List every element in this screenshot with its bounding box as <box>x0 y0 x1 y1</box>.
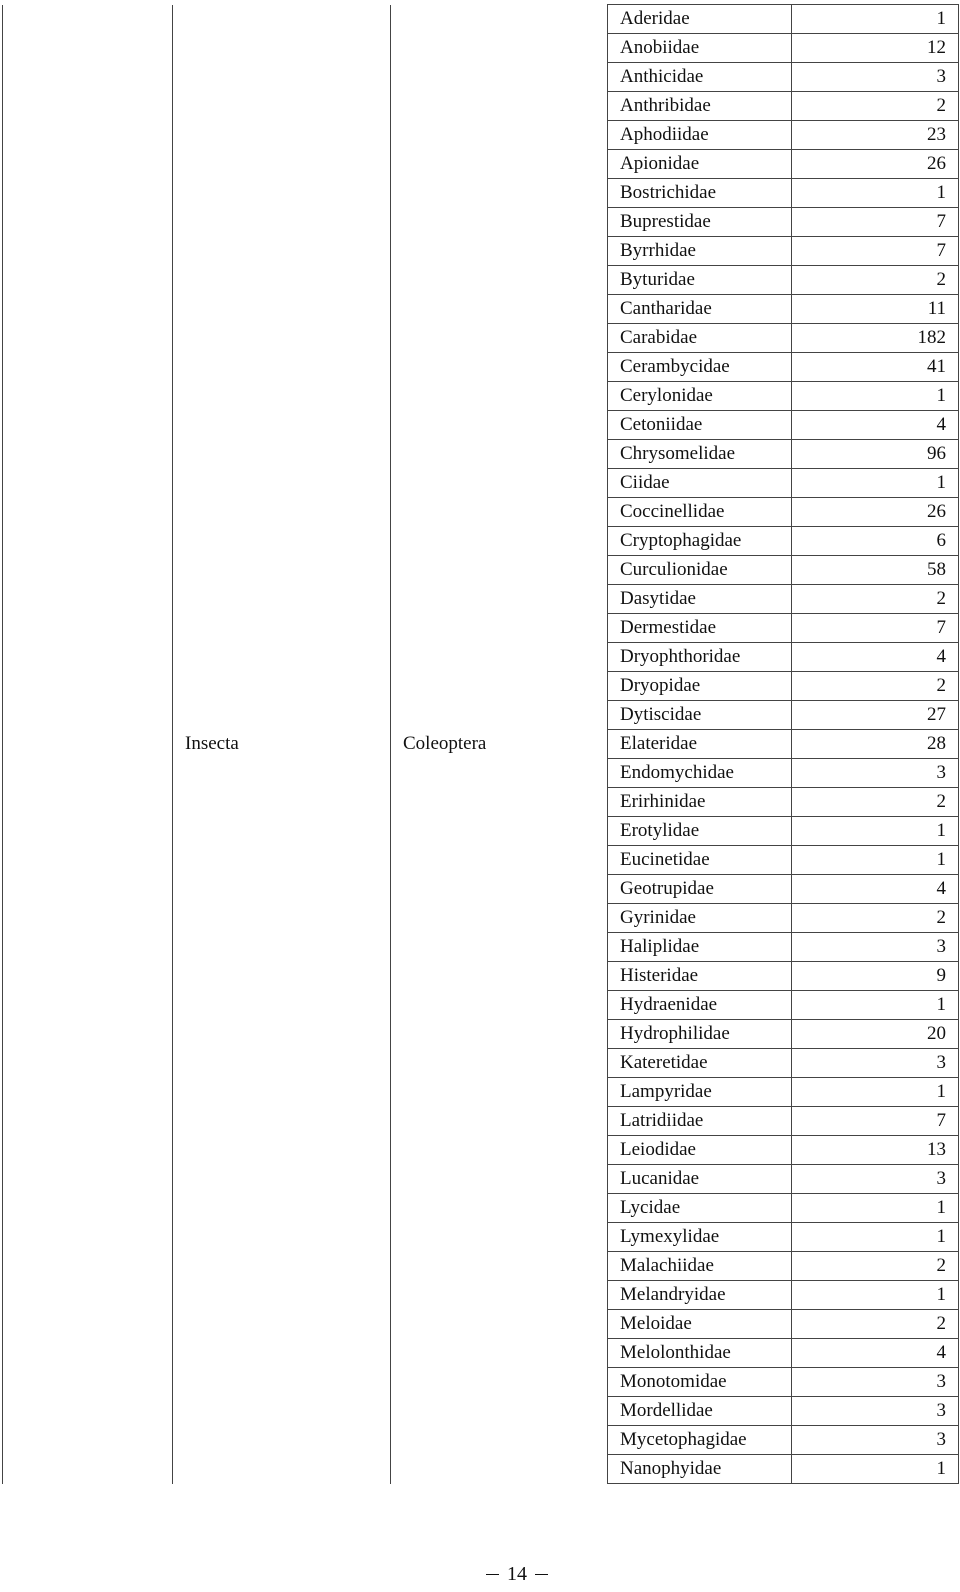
count-cell: 3 <box>792 1397 959 1426</box>
family-cell: Byrrhidae <box>608 237 792 266</box>
taxa-table-body <box>3 5 959 1484</box>
count-cell: 9 <box>792 962 959 991</box>
count-cell: 26 <box>792 498 959 527</box>
family-cell: Byturidae <box>608 266 792 295</box>
count-cell: 41 <box>792 353 959 382</box>
family-cell: Lampyridae <box>608 1078 792 1107</box>
family-cell: Carabidae <box>608 324 792 353</box>
page-number: 14 <box>507 1562 527 1585</box>
family-cell: Lycidae <box>608 1194 792 1223</box>
family-cell: Anobiidae <box>608 34 792 63</box>
count-cell: 2 <box>792 1310 959 1339</box>
count-cell: 2 <box>792 585 959 614</box>
blank-left-column <box>3 5 173 1484</box>
family-cell: Mordellidae <box>608 1397 792 1426</box>
count-cell: 13 <box>792 1136 959 1165</box>
count-cell: 7 <box>792 208 959 237</box>
family-cell: Bostrichidae <box>608 179 792 208</box>
count-cell: 11 <box>792 295 959 324</box>
family-cell: Malachiidae <box>608 1252 792 1281</box>
count-cell: 26 <box>792 150 959 179</box>
count-cell: 2 <box>792 672 959 701</box>
family-cell: Cerambycidae <box>608 353 792 382</box>
family-cell: Lymexylidae <box>608 1223 792 1252</box>
family-cell: Lucanidae <box>608 1165 792 1194</box>
class-cell: Insecta <box>173 5 391 1484</box>
family-cell: Cetoniidae <box>608 411 792 440</box>
table-row <box>3 5 959 34</box>
count-cell: 1 <box>792 817 959 846</box>
count-cell: 2 <box>792 266 959 295</box>
family-cell: Anthicidae <box>608 63 792 92</box>
count-cell: 20 <box>792 1020 959 1049</box>
family-cell: Gyrinidae <box>608 904 792 933</box>
family-cell: Curculionidae <box>608 556 792 585</box>
family-cell: Dryopidae <box>608 672 792 701</box>
family-cell: Erirhinidae <box>608 788 792 817</box>
count-cell: 12 <box>792 34 959 63</box>
count-cell: 1 <box>792 469 959 498</box>
count-cell: 7 <box>792 614 959 643</box>
count-cell: 3 <box>792 1426 959 1455</box>
count-cell: 1 <box>792 1223 959 1252</box>
count-cell: 182 <box>792 324 959 353</box>
footer-dash-right <box>535 1574 548 1575</box>
count-cell: 58 <box>792 556 959 585</box>
family-cell: Aphodiidae <box>608 121 792 150</box>
family-cell: Mycetophagidae <box>608 1426 792 1455</box>
count-cell: 1 <box>792 179 959 208</box>
family-cell: Cantharidae <box>608 295 792 324</box>
count-cell: 6 <box>792 527 959 556</box>
family-cell: Histeridae <box>608 962 792 991</box>
family-cell: Meloidae <box>608 1310 792 1339</box>
family-cell: Endomychidae <box>608 759 792 788</box>
count-cell: 96 <box>792 440 959 469</box>
family-cell: Eucinetidae <box>608 846 792 875</box>
page-footer <box>486 1562 548 1586</box>
count-cell: 1 <box>792 846 959 875</box>
family-cell: Latridiidae <box>608 1107 792 1136</box>
count-cell: 2 <box>792 92 959 121</box>
count-cell: 1 <box>792 1455 959 1484</box>
family-cell: Monotomidae <box>608 1368 792 1397</box>
count-cell: 2 <box>792 904 959 933</box>
count-cell: 7 <box>792 1107 959 1136</box>
count-cell: 3 <box>792 933 959 962</box>
family-cell: Dryophthoridae <box>608 643 792 672</box>
count-cell: 1 <box>792 5 959 34</box>
family-cell: Buprestidae <box>608 208 792 237</box>
count-cell: 1 <box>792 991 959 1020</box>
count-cell: 1 <box>792 1078 959 1107</box>
family-cell: Cryptophagidae <box>608 527 792 556</box>
family-cell: Anthribidae <box>608 92 792 121</box>
family-cell: Hydrophilidae <box>608 1020 792 1049</box>
family-cell: Aderidae <box>608 5 792 34</box>
family-cell: Dytiscidae <box>608 701 792 730</box>
family-cell: Ciidae <box>608 469 792 498</box>
count-cell: 28 <box>792 730 959 759</box>
count-cell: 4 <box>792 1339 959 1368</box>
family-cell: Chrysomelidae <box>608 440 792 469</box>
count-cell: 1 <box>792 382 959 411</box>
count-cell: 1 <box>792 1281 959 1310</box>
family-cell: Melolonthidae <box>608 1339 792 1368</box>
family-cell: Elateridae <box>608 730 792 759</box>
count-cell: 4 <box>792 411 959 440</box>
count-cell: 3 <box>792 1368 959 1397</box>
count-cell: 27 <box>792 701 959 730</box>
count-cell: 4 <box>792 875 959 904</box>
count-cell: 3 <box>792 63 959 92</box>
taxa-table <box>2 4 959 1484</box>
family-cell: Leiodidae <box>608 1136 792 1165</box>
count-cell: 2 <box>792 1252 959 1281</box>
count-cell: 23 <box>792 121 959 150</box>
family-cell: Hydraenidae <box>608 991 792 1020</box>
count-cell: 3 <box>792 759 959 788</box>
family-cell: Apionidae <box>608 150 792 179</box>
count-cell: 1 <box>792 1194 959 1223</box>
count-cell: 4 <box>792 643 959 672</box>
family-cell: Erotylidae <box>608 817 792 846</box>
family-cell: Melandryidae <box>608 1281 792 1310</box>
order-cell: Coleoptera <box>391 5 608 1484</box>
family-cell: Cerylonidae <box>608 382 792 411</box>
family-cell: Haliplidae <box>608 933 792 962</box>
family-cell: Dermestidae <box>608 614 792 643</box>
count-cell: 2 <box>792 788 959 817</box>
family-cell: Coccinellidae <box>608 498 792 527</box>
family-cell: Kateretidae <box>608 1049 792 1078</box>
family-cell: Geotrupidae <box>608 875 792 904</box>
family-cell: Nanophyidae <box>608 1455 792 1484</box>
count-cell: 3 <box>792 1165 959 1194</box>
footer-dash-left <box>486 1574 499 1575</box>
family-cell: Dasytidae <box>608 585 792 614</box>
count-cell: 7 <box>792 237 959 266</box>
count-cell: 3 <box>792 1049 959 1078</box>
